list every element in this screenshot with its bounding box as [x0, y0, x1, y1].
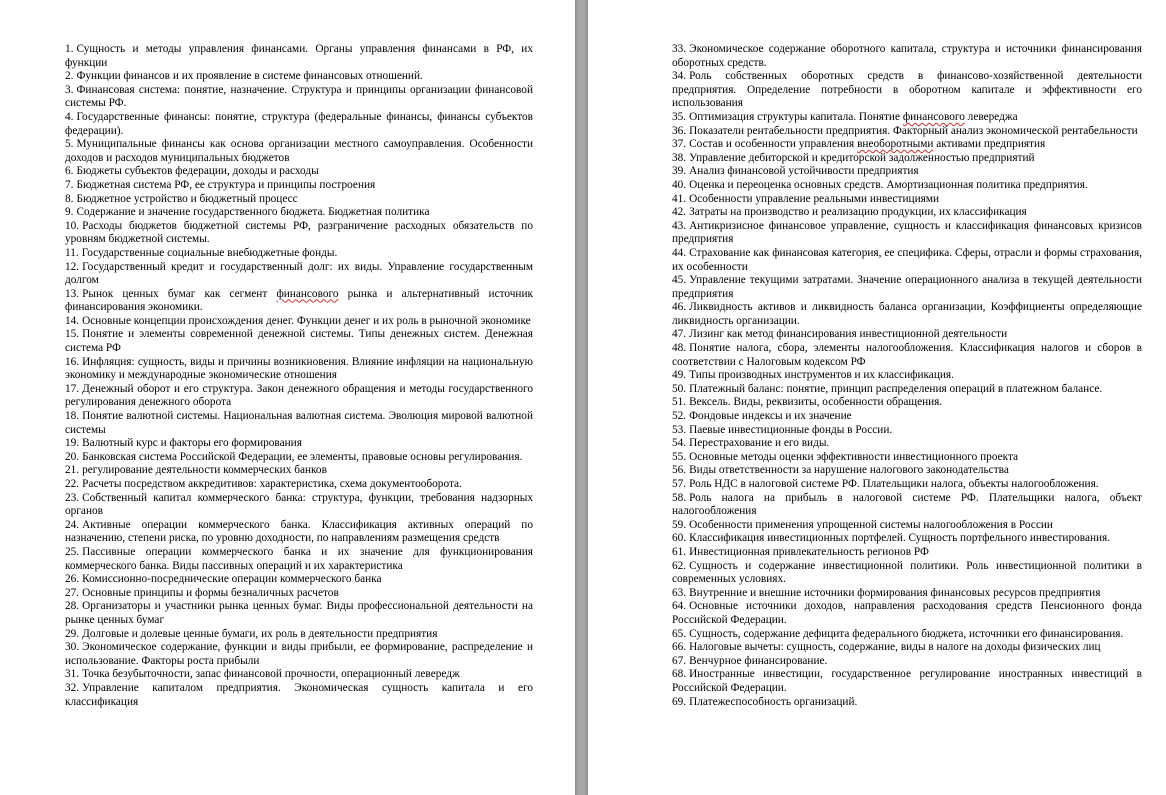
question-item [65, 288, 533, 315]
question-item [672, 43, 1142, 70]
page-separator [575, 0, 588, 795]
question-number: 12. [65, 260, 80, 273]
question-text: Активные операции коммерческого банка. Классификация активных операций по назначению, степени риска, по уровню доходности, по направлениям размещения средств [65, 518, 533, 545]
question-item [65, 682, 533, 709]
question-number: 41. [672, 192, 687, 205]
question-number: 36. [672, 124, 687, 137]
question-item [65, 587, 533, 601]
question-item [672, 641, 1142, 655]
question-item [65, 315, 533, 329]
question-number: 28. [65, 600, 80, 613]
question-text: Государственные финансы: понятие, структура (федеральные финансы, финансы субъектов федерации). [65, 110, 533, 137]
question-text: Ликвидность активов и ликвидность баланса организации, Коэффициенты определяющие ликвидность организации. [672, 301, 1142, 327]
question-number: 67. [672, 654, 687, 667]
question-item [65, 220, 533, 247]
question-text: Экономическое содержание, функции и виды прибыли, ее формирование, распределение и использование. Факторы роста прибыли [65, 641, 533, 667]
question-item [65, 546, 533, 573]
question-text: Муниципальные финансы как основа организации местного самоуправления. Особенности доходов и расходов муниципальных бюджетов [65, 138, 533, 164]
question-number: 6. [65, 165, 74, 178]
question-number: 33. [672, 43, 687, 55]
question-text: Инвестиционная привлекательность регионов РФ [689, 545, 929, 558]
question-number: 8. [65, 192, 74, 205]
question-text: Управление дебиторской и кредиторской задолженностью предприятий [689, 151, 1035, 164]
question-text: Точка безубыточности, запас финансовой прочности, операционный левередж [82, 668, 460, 681]
question-number: 55. [672, 450, 687, 463]
question-item [672, 396, 1142, 410]
question-text: Управление капиталом предприятия. Экономическая сущность капитала и его классификация [65, 681, 533, 708]
question-item [672, 193, 1142, 207]
question-number: 18. [65, 410, 80, 423]
question-number: 42. [672, 206, 687, 219]
question-text: Функции финансов и их проявление в системе финансовых отношений. [76, 70, 423, 83]
question-number: 7. [65, 178, 74, 191]
question-item [65, 437, 533, 451]
question-number: 60. [672, 532, 687, 545]
question-number: 10. [65, 219, 80, 232]
question-item [65, 179, 533, 193]
question-number: 52. [672, 410, 687, 423]
question-number: 45. [672, 274, 687, 287]
question-number: 23. [65, 491, 80, 504]
question-number: 9. [65, 206, 74, 219]
question-list-right [672, 43, 1142, 709]
question-number: 40. [672, 178, 687, 191]
question-text: Инфляция: сущность, виды и причины возникновения. Влияние инфляции на национальную экономику и международные экономические отношения [65, 355, 533, 382]
document-page-right [588, 0, 1166, 795]
question-item [672, 478, 1142, 492]
question-number: 54. [672, 437, 687, 450]
question-item [672, 369, 1142, 383]
spellcheck-underline: финансового [276, 287, 339, 300]
question-item [672, 111, 1142, 125]
question-item [65, 668, 533, 682]
question-text: Типы производных инструментов и их классификация. [689, 369, 954, 382]
question-text: Управление текущими затратами. Значение операционного анализа в текущей деятельности предприятия [672, 274, 1142, 300]
question-number: 11. [65, 246, 79, 259]
question-text: Иностранные инвестиции, государственное регулирование иностранных инвестиций в Российской Федерации. [672, 668, 1142, 694]
question-number: 14. [65, 314, 80, 327]
question-item [65, 641, 533, 668]
question-number: 2. [65, 70, 74, 83]
question-text: Лизинг как метод финансирования инвестиционной деятельности [689, 328, 1008, 341]
question-number: 27. [65, 586, 80, 599]
question-item [672, 437, 1142, 451]
question-number: 4. [65, 110, 74, 123]
question-item [672, 70, 1142, 111]
question-item [672, 546, 1142, 560]
question-number: 15. [65, 328, 80, 341]
question-item [65, 165, 533, 179]
question-number: 19. [65, 437, 80, 450]
question-number: 22. [65, 478, 80, 490]
question-item [65, 138, 533, 165]
question-item [65, 410, 533, 437]
question-number: 3. [65, 83, 74, 96]
question-item [672, 125, 1142, 139]
question-item [65, 451, 533, 465]
question-item [65, 492, 533, 519]
question-text: Понятие налога, сбора, элементы налогообложения. Классификация налогов и сборов в соответствии с Налоговым кодексом РФ [672, 342, 1142, 368]
question-text: Паевые инвестиционные фонды в России. [689, 423, 893, 436]
question-item [672, 301, 1142, 328]
question-text: Состав и особенности управления внеоборотными активами предприятия [689, 138, 1046, 151]
question-item [672, 247, 1142, 274]
question-item [672, 179, 1142, 193]
question-item [65, 464, 533, 478]
question-number: 50. [672, 382, 687, 395]
question-item [65, 628, 533, 642]
question-item [672, 274, 1142, 301]
question-text: Государственные социальные внебюджетные фонды. [81, 246, 338, 259]
spellcheck-underline: внеоборотными [857, 138, 934, 151]
question-item [65, 356, 533, 383]
document-page-left [0, 0, 575, 795]
question-item [65, 84, 533, 111]
question-item [672, 492, 1142, 519]
question-text: Перестрахование и его виды. [689, 437, 830, 450]
question-item [65, 328, 533, 355]
question-item [672, 587, 1142, 601]
question-text: Затраты на производство и реализацию продукции, их классификация [689, 206, 1027, 219]
question-text: Бюджеты субъектов федерации, доходы и расходы [76, 165, 319, 178]
question-item [65, 111, 533, 138]
question-text: Собственный капитал коммерческого банка: структура, функции, требования надзорных органов [65, 491, 533, 518]
question-text: Платежеспособность организаций. [689, 695, 858, 708]
question-number: 61. [672, 545, 687, 558]
question-text: Основные концепции происхождения денег. Функции денег и их роль в рыночной экономике [82, 314, 531, 327]
question-text: Роль налога на прибыль в налоговой системе РФ. Плательщики налога, объект налогообложения [672, 491, 1142, 518]
question-text: Бюджетное устройство и бюджетный процесс [76, 192, 298, 205]
question-item [65, 247, 533, 261]
question-number: 58. [672, 491, 687, 504]
question-text: Антикризисное финансовое управление, сущность и классификация финансовых кризисов предприятия [672, 219, 1142, 246]
question-text: Сущность и содержание инвестиционной политики. Роль инвестиционной политики в современных условиях. [672, 559, 1142, 586]
question-text: Внутренние и внешние источники формирования финансовых ресурсов предприятия [689, 586, 1101, 599]
question-text: Расчеты посредством аккредитивов: характеристика, схема документооборота. [82, 478, 462, 490]
question-text: Сущность, содержание дефицита федерального бюджета, источники его финансирования. [689, 627, 1124, 640]
question-item [672, 451, 1142, 465]
question-text: Экономическое содержание оборотного капитала, структура и источники финансирования оборотных средств. [672, 43, 1142, 69]
question-item [672, 655, 1142, 669]
question-text: Оптимизация структуры капитала. Понятие финансового левереджа [689, 110, 1018, 123]
question-text: Роль собственных оборотных средств в финансово-хозяйственной деятельности предприятия. Определение потребности в оборотном капитале и эффективности его использования [672, 70, 1142, 110]
question-item [672, 424, 1142, 438]
question-list-left [65, 43, 533, 709]
question-number: 34. [672, 70, 687, 83]
question-number: 30. [65, 641, 80, 654]
question-number: 65. [672, 627, 687, 640]
question-number: 57. [672, 478, 687, 490]
question-number: 31. [65, 668, 80, 681]
question-text: Налоговые вычеты: сущность, содержание, виды в налоге на доходы физических лиц [689, 641, 1101, 654]
question-number: 56. [672, 464, 687, 477]
question-text: Оценка и переоценка основных средств. Амортизационная политика предприятия. [689, 178, 1088, 191]
question-text: Роль НДС в налоговой системе РФ. Плательщики налога, объекты налогообложения. [689, 478, 1099, 490]
question-number: 24. [65, 518, 80, 531]
question-number: 13. [65, 287, 80, 300]
question-number: 63. [672, 586, 687, 599]
question-number: 16. [65, 355, 80, 368]
question-number: 44. [672, 246, 687, 259]
question-number: 29. [65, 627, 80, 640]
question-text: Организаторы и участники рынка ценных бумаг. Виды профессиональной деятельности на рынке ценных бумаг [65, 600, 533, 626]
question-text: Платежный баланс: понятие, принцип распределения операций в платежном балансе. [689, 382, 1103, 395]
question-text: Фондовые индексы и их значение [689, 410, 852, 423]
question-text: Комиссионно-посреднические операции коммерческого банка [82, 573, 382, 586]
question-item [65, 193, 533, 207]
question-number: 39. [672, 165, 687, 178]
question-text: Банковская система Российской Федерации, ее элементы, правовые основы регулирования. [82, 450, 523, 463]
question-text: Показатели рентабельности предприятия. Факторный анализ экономической рентабельности [689, 124, 1138, 137]
question-text: Долговые и долевые ценные бумаги, их роль в деятельности предприятия [82, 627, 438, 640]
question-number: 17. [65, 382, 80, 395]
question-number: 26. [65, 573, 80, 586]
question-item [672, 152, 1142, 166]
question-item [672, 206, 1142, 220]
question-text: Основные методы оценки эффективности инвестиционного проекта [689, 450, 1019, 463]
question-item [672, 668, 1142, 695]
question-number: 62. [672, 559, 687, 572]
question-number: 1. [65, 43, 74, 55]
question-item [672, 383, 1142, 397]
question-item [65, 383, 533, 410]
question-number: 66. [672, 641, 687, 654]
question-text: Вексель. Виды, реквизиты, особенности обращения. [689, 396, 943, 409]
question-text: Содержание и значение государственного бюджета. Бюджетная политика [76, 206, 430, 219]
question-text: Анализ финансовой устойчивости предприятия [689, 165, 919, 178]
question-item [65, 206, 533, 220]
question-number: 20. [65, 450, 80, 463]
question-item [672, 342, 1142, 369]
question-text: Особенности применения упрощенной системы налогообложения в России [689, 518, 1053, 531]
question-text: Особенности управление реальными инвестициями [689, 192, 940, 205]
question-number: 21. [65, 464, 80, 477]
question-item [672, 220, 1142, 247]
question-number: 53. [672, 423, 687, 436]
question-item [672, 138, 1142, 152]
question-item [65, 70, 533, 84]
question-text: Страхование как финансовая категория, ее специфика. Сферы, отрасли и формы страхования, их особенности [672, 246, 1142, 273]
question-item [672, 328, 1142, 342]
question-item [65, 519, 533, 546]
question-number: 59. [672, 518, 687, 531]
question-item [672, 464, 1142, 478]
question-number: 37. [672, 138, 687, 151]
question-item [672, 165, 1142, 179]
question-item [672, 560, 1142, 587]
question-number: 35. [672, 110, 687, 123]
question-item [65, 573, 533, 587]
question-text: Валютный курс и факторы его формирования [82, 437, 302, 450]
question-text: Классификация инвестиционных портфелей. Сущность портфельного инвестирования. [689, 532, 1111, 545]
question-text: Рынок ценных бумаг как сегмент финансового рынка и альтернативный источник финансирования экономики. [65, 287, 534, 314]
question-text: Основные принципы и формы безналичных расчетов [82, 586, 339, 599]
question-text: Денежный оборот и его структура. Закон денежного обращения и методы государственного регулирования денежного оборота [65, 382, 533, 409]
question-number: 25. [65, 545, 80, 558]
question-text: Венчурное финансирование. [689, 654, 828, 667]
question-text: Сущность и методы управления финансами. Органы управления финансами в РФ, их функции [65, 43, 533, 69]
question-text: Понятие валютной системы. Национальная валютная система. Эволюция мировой валютной системы [65, 410, 533, 436]
question-number: 46. [672, 301, 687, 314]
question-number: 51. [672, 396, 687, 409]
question-text: Государственный кредит и государственный долг: их виды. Управление государственным долгом [65, 260, 533, 287]
question-item [672, 696, 1142, 710]
question-number: 69. [672, 695, 687, 708]
question-number: 64. [672, 600, 687, 613]
question-item [672, 410, 1142, 424]
question-number: 49. [672, 369, 687, 382]
question-text: Финансовая система: понятие, назначение. Структура и принципы организации финансовой системы РФ. [65, 83, 533, 110]
question-number: 48. [672, 342, 687, 355]
question-item [65, 261, 533, 288]
question-item [672, 600, 1142, 627]
question-item [65, 478, 533, 492]
question-item [672, 532, 1142, 546]
question-text: Бюджетная система РФ, ее структура и принципы построения [76, 178, 376, 191]
question-item [672, 519, 1142, 533]
question-item [672, 628, 1142, 642]
question-number: 5. [65, 138, 74, 151]
question-text: регулирование деятельности коммерческих банков [82, 464, 327, 477]
spellcheck-underline: финансового [902, 110, 965, 123]
question-text: Виды ответственности за нарушение налогового законодательства [689, 464, 1009, 477]
question-number: 47. [672, 328, 687, 341]
question-number: 38. [672, 151, 687, 164]
question-number: 68. [672, 668, 687, 681]
question-number: 32. [65, 681, 80, 694]
question-text: Основные источники доходов, направления расходования средств Пенсионного фонда Российской Федерации. [672, 600, 1142, 626]
question-text: Пассивные операции коммерческого банка и их значение для функционирования коммерческого банка. Виды пассивных операций и их характеристика [65, 545, 533, 572]
question-number: 43. [672, 219, 687, 232]
question-item [65, 600, 533, 627]
question-text: Расходы бюджетов бюджетной системы РФ, разграничение расходных обязательств по уровням бюджетной системы. [65, 219, 533, 246]
question-text: Понятие и элементы современной денежной системы. Типы денежных систем. Денежная система РФ [65, 328, 533, 355]
question-item [65, 43, 533, 70]
